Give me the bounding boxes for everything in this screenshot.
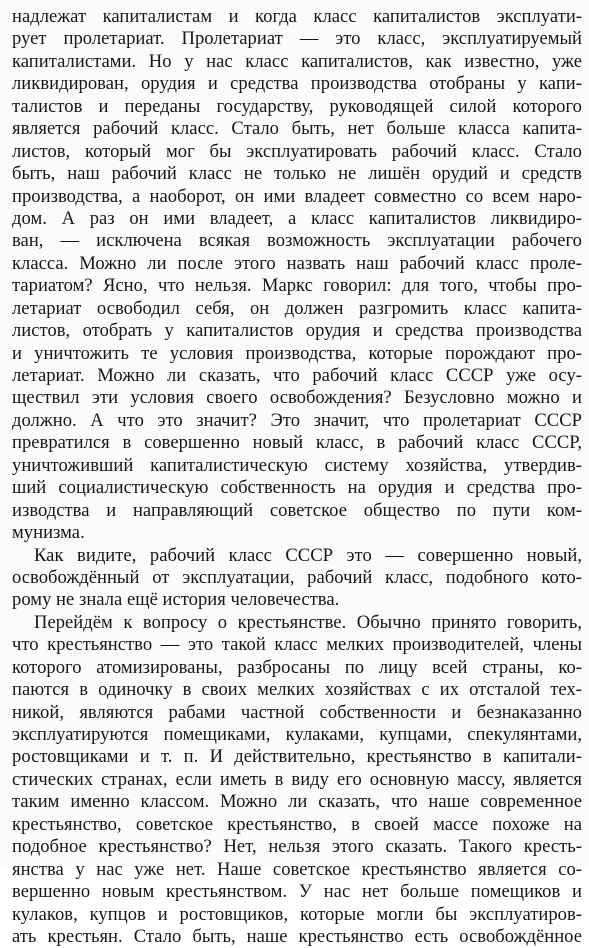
text-line: рому не знала ещё история человечества. [12, 589, 340, 611]
text-line: никой, являются рабами частной собственности и безнаказанно [12, 701, 582, 723]
text-line: Перейдём к вопросу о крестьянстве. Обычно принято говорить, [34, 611, 582, 633]
text-line: которого атомизированы, разбросаны по лицу всей страны, ко- [12, 656, 582, 678]
text-line: дом. А раз он ими владеет, а класс капиталистов ликвидиро- [12, 207, 582, 229]
text-line: что крестьянство — это такой класс мелких производителей, члены [12, 634, 582, 656]
text-line: ший социалистическую собственность на орудия и средства про- [12, 477, 582, 499]
text-line: эксплуатируются помещиками, кулаками, купцами, спекулянтами, [12, 724, 582, 745]
text-line: и уничтожить те условия производства, которые порождают про- [12, 342, 582, 364]
text-line: освобождённый от эксплуатации, рабочий класс, подобного кото- [12, 566, 582, 588]
text-line: изводства и направляющий советское общество по пути ком- [12, 499, 582, 521]
text-line: быть, наш рабочий класс не только не лишён орудий и средств [12, 163, 582, 185]
text-line: ществил эти условия своего освобождения? Безусловно можно и [12, 387, 582, 409]
text-line: листов, отобрать у капиталистов орудия и средства производства [12, 320, 582, 342]
text-line: листов, который мог бы эксплуатировать рабочий класс. Стало [12, 140, 582, 162]
text-line: ликвидирован, орудия и средства производства отобраны у капи- [12, 73, 582, 95]
body-text [12, 6, 582, 948]
text-line: производства, а наоборот, он ими владеет совместно со всем наро- [12, 185, 582, 207]
text-line: тариатом? Ясно, что нельзя. Маркс говорил: для того, чтобы про- [12, 275, 582, 297]
text-line: паются в одиночку в своих мелких хозяйствах с их отсталой тех- [12, 679, 582, 701]
text-line: таким именно классом. Можно ли сказать, что наше современное [12, 791, 582, 813]
text-line: летариат. Можно ли сказать, что рабочий класс СССР уже осу- [12, 365, 582, 386]
text-line: кулаков, купцов и ростовщиков, которые могли бы эксплуатиров- [12, 903, 582, 925]
text-line: является рабочий класс. Стало быть, нет больше класса капита- [12, 118, 582, 140]
text-line: Как видите, рабочий класс СССР это — совершенно новый, [34, 544, 582, 566]
text-line: талистов и переданы государству, руководящей силой которого [12, 95, 582, 117]
text-line: подобное крестьянство? Нет, нельзя этого сказать. Такого кресть- [12, 836, 582, 858]
text-line: янства у нас уже нет. Наше советское крестьянство является со- [12, 858, 582, 880]
text-line: капиталистами. Но у нас класс капиталистов, как известно, уже [12, 50, 582, 72]
text-line: мунизма. [12, 522, 85, 544]
text-line: уничтоживший капиталистическую систему хозяйства, утвердив- [12, 454, 582, 476]
text-line: надлежат капиталистам и когда класс капиталистов эксплуати- [12, 6, 582, 27]
text-line: крестьянство, советское крестьянство, в своей массе похоже на [12, 813, 582, 835]
text-line: ать крестьян. Стало быть, наше крестьянство есть освобождённое [12, 925, 582, 947]
text-line: стических странах, если иметь в виду его основную массу, является [12, 768, 582, 790]
text-line: превратился в совершенно новый класс, в рабочий класс СССР, [12, 432, 582, 454]
text-line: класса. Можно ли после этого назвать наш рабочий класс проле- [12, 252, 582, 274]
text-line: ван, — исключена всякая возможность эксплуатации рабочего [12, 230, 582, 252]
text-line: летариат освободил себя, он должен разгромить класс капита- [12, 297, 582, 319]
text-line: должно. А что это значит? Это значит, что пролетариат СССР [12, 409, 582, 431]
text-line: ростовщиками и т. п. И действительно, крестьянство в капитали- [12, 746, 582, 768]
text-line: рует пролетариат. Пролетариат — это класс, эксплуатируемый [12, 28, 582, 50]
text-line: вершенно новым крестьянством. У нас нет больше помещиков и [12, 881, 582, 903]
